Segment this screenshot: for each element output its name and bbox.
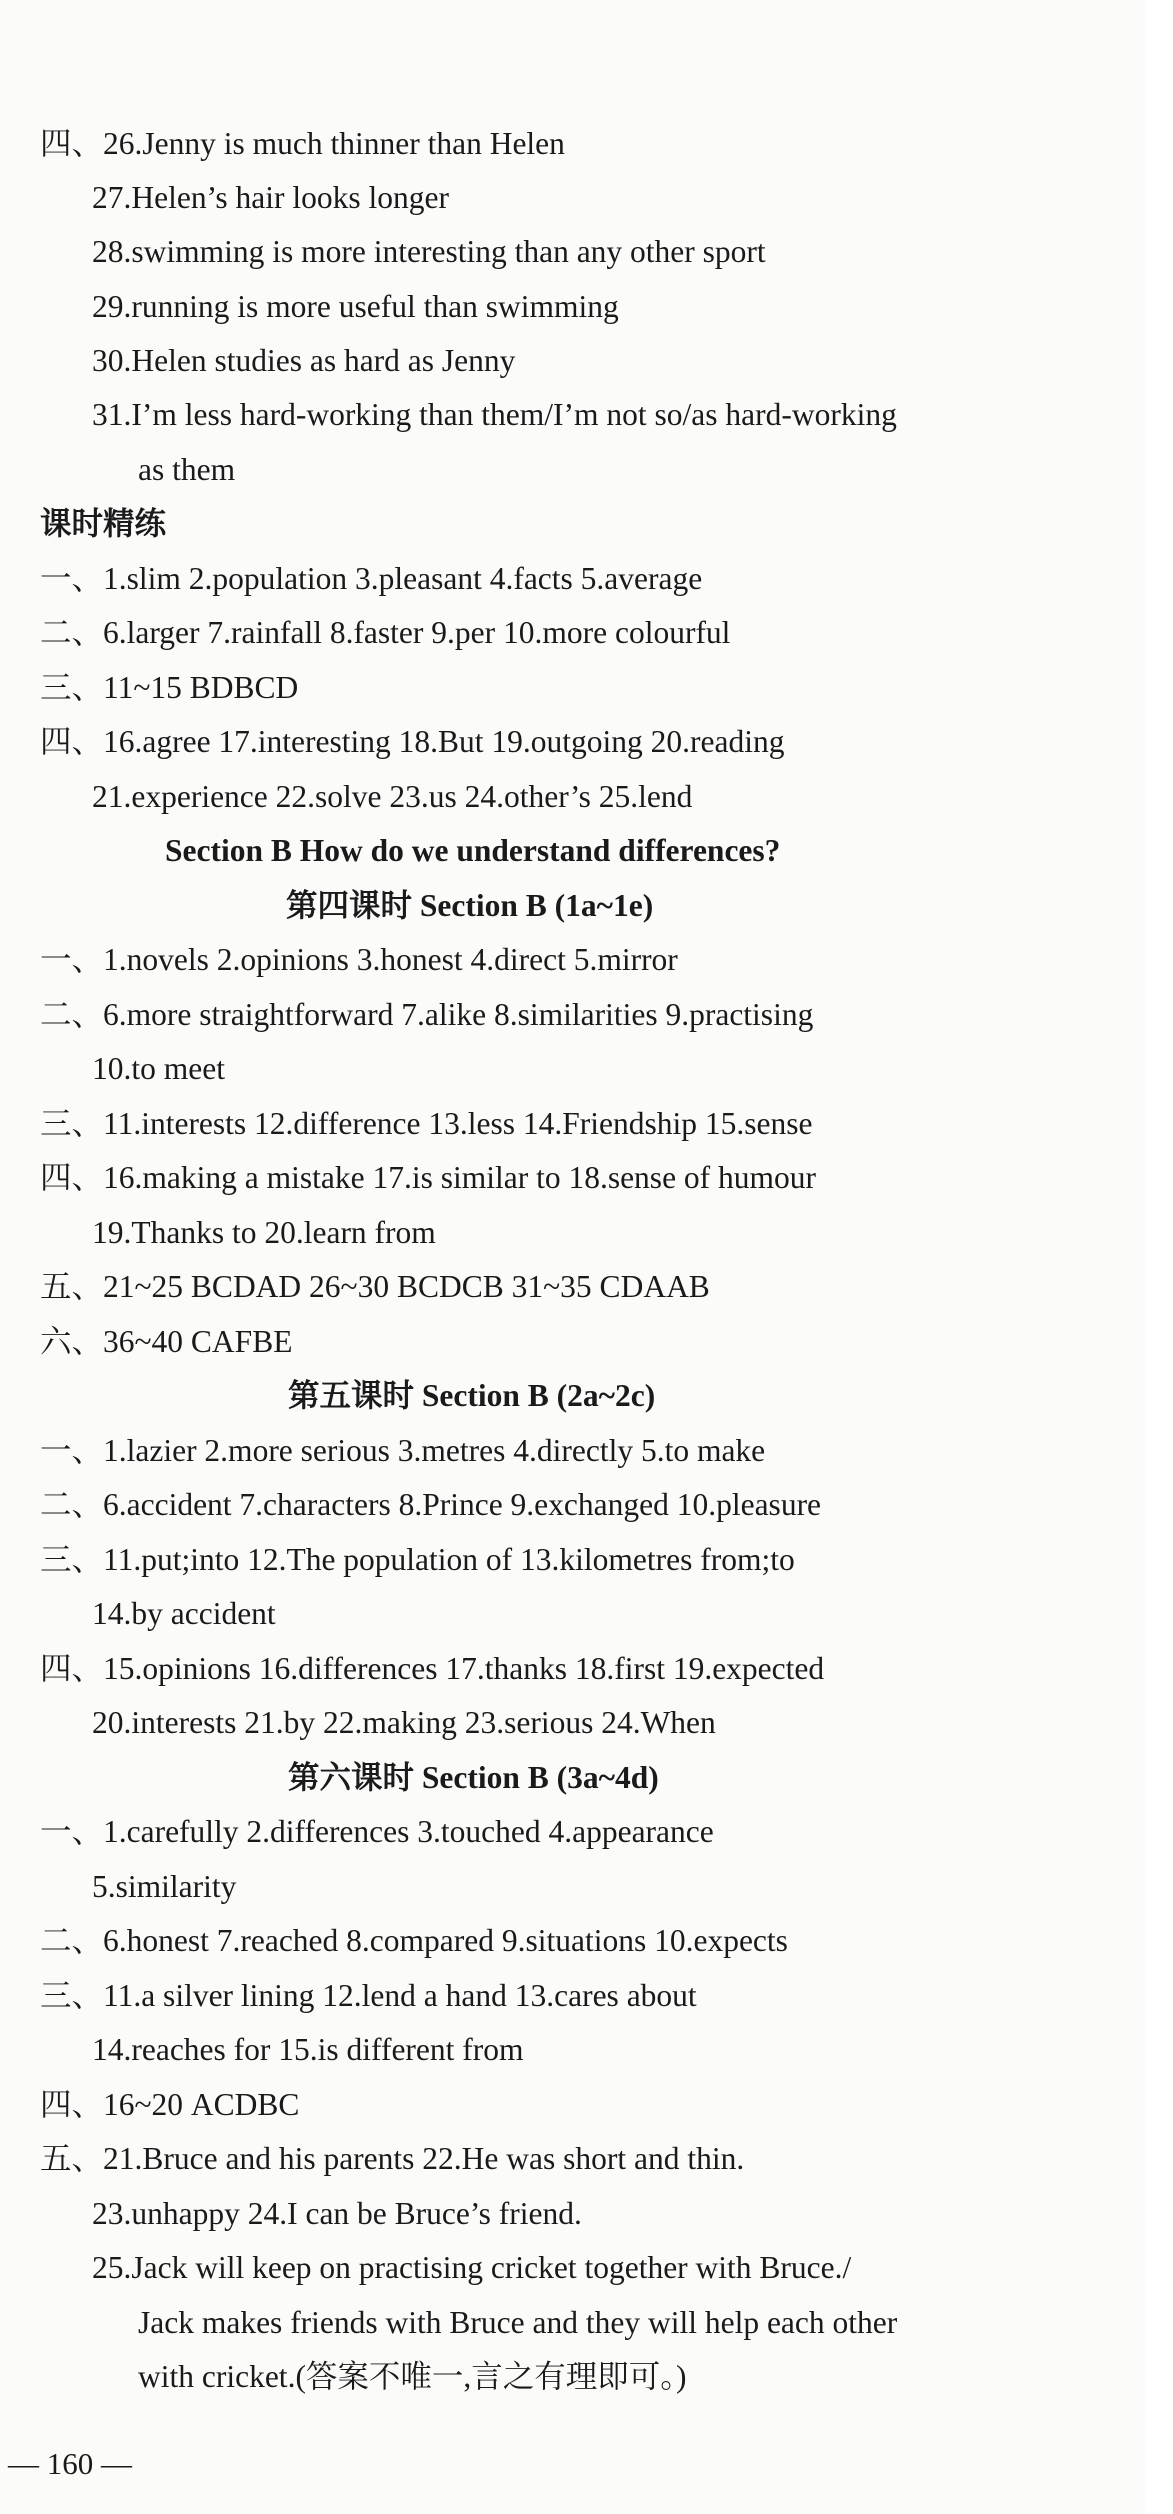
answer-line: 21.experience 22.solve 23.us 24.other’s 25.lend xyxy=(92,779,693,814)
answer-line: 三、11.interests 12.difference 13.less 14.Friendship 15.sense xyxy=(40,1106,813,1141)
lesson-title: 第四课时 Section B (1a~1e) xyxy=(286,888,654,923)
answer-line: 5.similarity xyxy=(92,1869,237,1904)
answer-line: 14.reaches for 15.is different from xyxy=(92,2032,524,2067)
answer-line: 20.interests 21.by 22.making 23.serious 24.When xyxy=(92,1705,716,1740)
answer-line: 四、26.Jenny is much thinner than Helen xyxy=(40,126,565,161)
answer-line: 一、1.carefully 2.differences 3.touched 4.appearance xyxy=(40,1814,714,1849)
answer-line: 27.Helen’s hair looks longer xyxy=(92,180,449,215)
answer-line: 五、21~25 BCDAD 26~30 BCDCB 31~35 CDAAB xyxy=(40,1269,710,1304)
answer-line: 一、1.novels 2.opinions 3.honest 4.direct 5.mirror xyxy=(40,942,678,977)
answer-line: 25.Jack will keep on practising cricket together with Bruce./ xyxy=(92,2250,852,2285)
answer-line: with cricket.(答案不唯一,言之有理即可。) xyxy=(138,2359,687,2394)
section-heading: 课时精练 xyxy=(40,506,167,541)
answer-line: 二、6.accident 7.characters 8.Prince 9.exchanged 10.pleasure xyxy=(40,1487,822,1522)
answer-line: 四、16~20 ACDBC xyxy=(40,2087,300,2122)
section-title: Section B How do we understand differences? xyxy=(165,833,781,868)
answer-line: 四、16.making a mistake 17.is similar to 18.sense of humour xyxy=(40,1160,817,1195)
answer-line: 二、6.honest 7.reached 8.compared 9.situations 10.expects xyxy=(40,1923,788,1958)
answer-line: 三、11~15 BDBCD xyxy=(40,670,299,705)
answer-line: 19.Thanks to 20.learn from xyxy=(92,1215,436,1250)
answer-line: 28.swimming is more interesting than any other sport xyxy=(92,234,766,269)
lesson-title: 第五课时 Section B (2a~2c) xyxy=(288,1378,656,1413)
answer-line: 30.Helen studies as hard as Jenny xyxy=(92,343,516,378)
answer-line: 三、11.put;into 12.The population of 13.kilometres from;to xyxy=(40,1542,795,1577)
answer-line: 五、21.Bruce and his parents 22.He was short and thin. xyxy=(40,2141,745,2176)
answer-line: 三、11.a silver lining 12.lend a hand 13.cares about xyxy=(40,1978,697,2013)
page-number: — 160 — xyxy=(8,2446,132,2481)
answer-line: 一、1.slim 2.population 3.pleasant 4.facts 5.average xyxy=(40,561,703,596)
answer-line: 29.running is more useful than swimming xyxy=(92,289,619,324)
answer-line: 一、1.lazier 2.more serious 3.metres 4.directly 5.to make xyxy=(40,1433,766,1468)
answer-line: 四、15.opinions 16.differences 17.thanks 18.first 19.expected xyxy=(40,1651,825,1686)
answer-line: 二、6.more straightforward 7.alike 8.similarities 9.practising xyxy=(40,997,814,1032)
answer-line: Jack makes friends with Bruce and they will help each other xyxy=(138,2305,898,2340)
lesson-title: 第六课时 Section B (3a~4d) xyxy=(288,1760,659,1795)
answer-line: 14.by accident xyxy=(92,1596,276,1631)
answer-line: 二、6.larger 7.rainfall 8.faster 9.per 10.more colourful xyxy=(40,615,731,650)
answer-line: 四、16.agree 17.interesting 18.But 19.outgoing 20.reading xyxy=(40,724,785,759)
answer-line: 六、36~40 CAFBE xyxy=(40,1324,293,1359)
answer-line: 31.I’m less hard-working than them/I’m not so/as hard-working xyxy=(92,397,897,432)
answer-line: 10.to meet xyxy=(92,1051,225,1086)
answer-line: as them xyxy=(138,452,236,487)
answer-line: 23.unhappy 24.I can be Bruce’s friend. xyxy=(92,2196,582,2231)
